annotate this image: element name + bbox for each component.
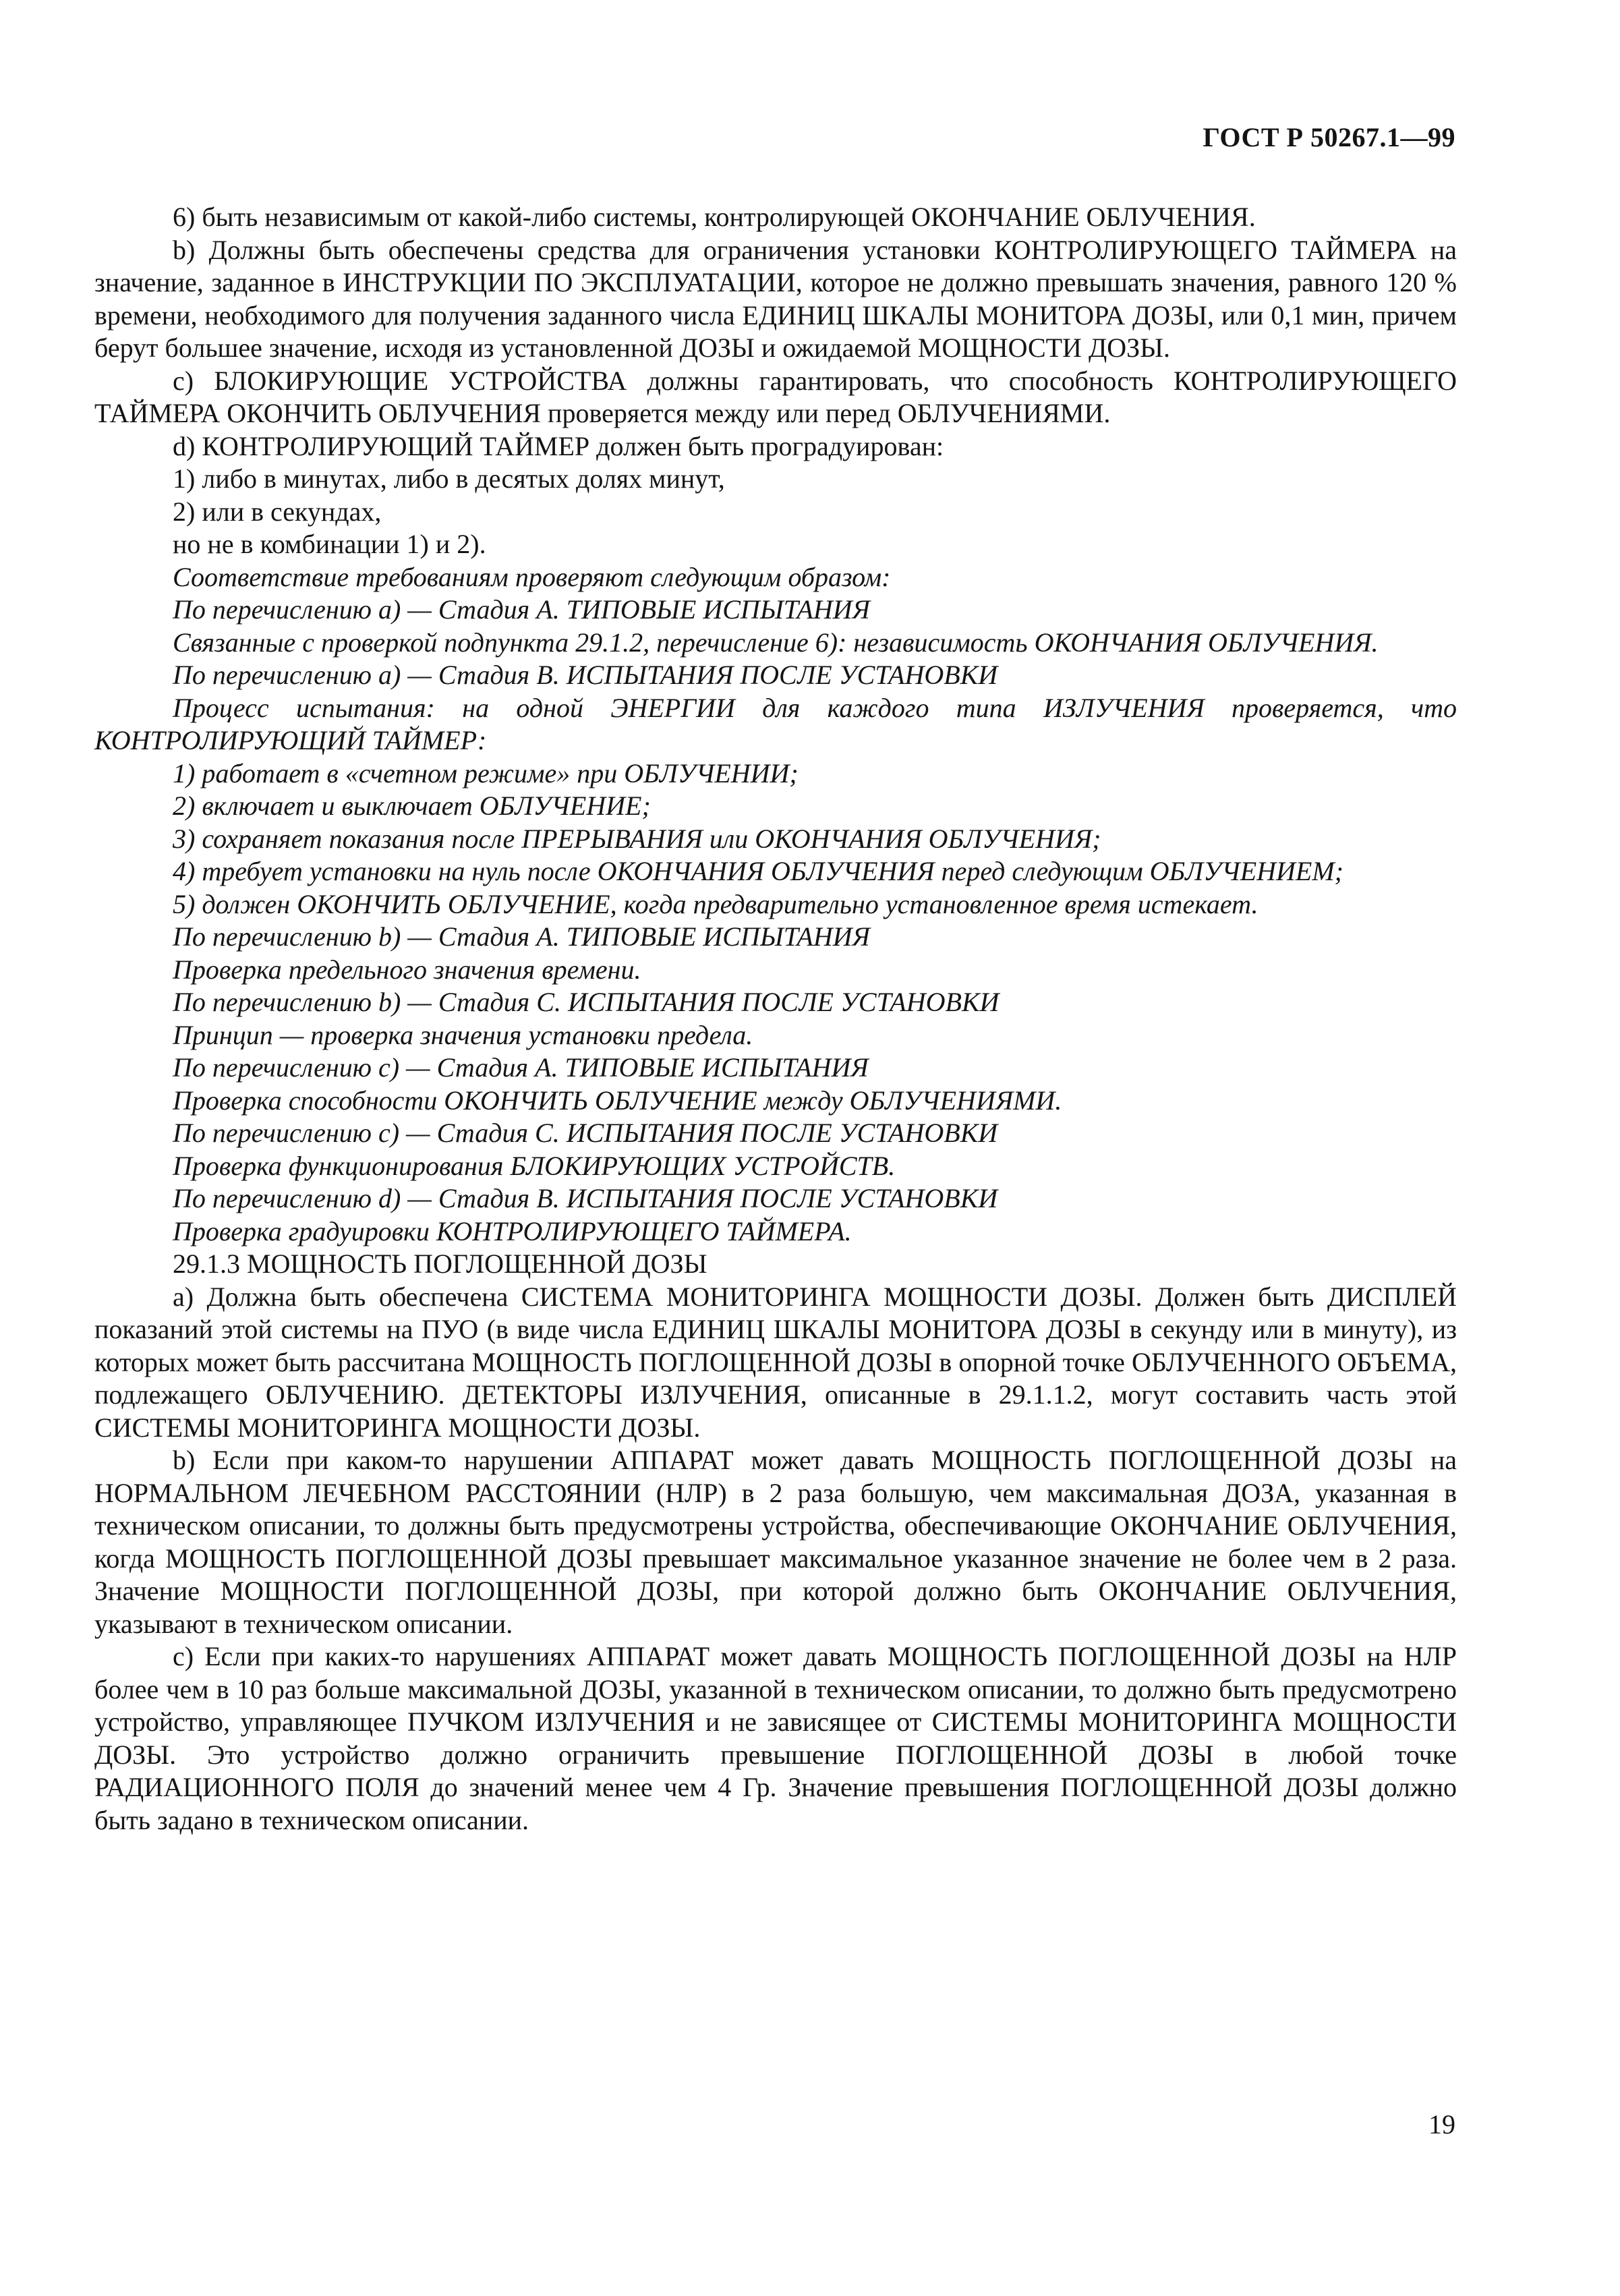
test-stage: По перечислению c) — Стадия А. ТИПОВЫЕ ИСПЫТАНИЯ [173,1052,869,1083]
test-description: Проверка функционирования БЛОКИРУЮЩИХ УСТРОЙСТВ. [173,1150,896,1181]
paragraph: 6) быть независимым от какой-либо системы, контролирующей ОКОНЧАНИЕ ОБЛУЧЕНИЯ. [173,202,1256,232]
test-stage: По перечислению a) — Стадия А. ТИПОВЫЕ ИСПЫТАНИЯ [173,594,870,625]
page-header: ГОСТ Р 50267.1—99 [1203,122,1455,152]
paragraph: c) Если при каких-то нарушениях АППАРАТ может давать МОЩНОСТЬ ПОГЛОЩЕННОЙ ДОЗЫ на НЛР более чем в 10 раз больше максимальной ДОЗЫ, указанной в техническом описании, то должно быть предусмотрено устройство, управляющее ПУЧКОМ ИЗЛУЧЕНИЯ и не зависящее от СИСТЕМЫ МОНИТОРИНГА МОЩНОСТИ ДОЗЫ. Это устройство должно ограничить превышение ПОГЛОЩЕННОЙ ДОЗЫ в любой точке РАДИАЦИОННОГО ПОЛЯ до значений менее чем 4 Гр. Значение превышения ПОГЛОЩЕННОЙ ДОЗЫ должно быть задано в техническом описании. [94,1641,1457,1835]
section-heading: 29.1.3 МОЩНОСТЬ ПОГЛОЩЕННОЙ ДОЗЫ [173,1249,707,1279]
list-item: 2) включает и выключает ОБЛУЧЕНИЕ; [173,791,651,821]
test-description: Проверка предельного значения времени. [173,954,641,985]
test-description: Процесс испытания: на одной ЭНЕРГИИ для каждого типа ИЗЛУЧЕНИЯ проверяется, что КОНТРОЛИРУЮЩИЙ ТАЙМЕР: [94,692,1457,755]
page-number: 19 [1428,2109,1455,2140]
test-description: Принцип — проверка значения установки предела. [173,1019,753,1050]
test-description: Проверка способности ОКОНЧИТЬ ОБЛУЧЕНИЕ между ОБЛУЧЕНИЯМИ. [173,1085,1062,1116]
list-item: 1) либо в минутах, либо в десятых долях минут, [173,463,725,494]
body-text [94,201,1457,1837]
paragraph: b) Если при каком-то нарушении АППАРАТ может давать МОЩНОСТЬ ПОГЛОЩЕННОЙ ДОЗЫ на НОРМАЛЬНОМ ЛЕЧЕБНОМ РАССТОЯНИИ (НЛР) в 2 раза большую, чем максимальная ДОЗА, указанная в техническом описании, то должны быть предусмотрены устройства, обеспечивающие ОКОНЧАНИЕ ОБЛУЧЕНИЯ, когда МОЩНОСТЬ ПОГЛОЩЕННОЙ ДОЗЫ превышает максимальное указанное значение не более чем в 2 раза. Значение МОЩНОСТИ ПОГЛОЩЕННОЙ ДОЗЫ, при которой должно быть ОКОНЧАНИЕ ОБЛУЧЕНИЯ, указывают в техническом описании. [94,1445,1457,1639]
list-item: 4) требует установки на нуль после ОКОНЧАНИЯ ОБЛУЧЕНИЯ перед следующим ОБЛУЧЕНИЕМ; [173,856,1343,886]
list-item: 5) должен ОКОНЧИТЬ ОБЛУЧЕНИЕ, когда предварительно установленное время истекает. [173,888,1259,919]
list-item: 2) или в секундах, [173,496,382,527]
paragraph: d) КОНТРОЛИРУЮЩИЙ ТАЙМЕР должен быть проградуирован: [173,430,944,461]
paragraph: но не в комбинации 1) и 2). [173,529,486,559]
compliance-heading: Соответствие требованиям проверяют следующим образом: [173,561,891,592]
paragraph: b) Должны быть обеспечены средства для ограничения установки КОНТРОЛИРУЮЩЕГО ТАЙМЕРА на значение, заданное в ИНСТРУКЦИИ ПО ЭКСПЛУАТАЦИИ, которое не должно превышать значения, равного 120 % времени, необходимого для получения заданного числа ЕДИНИЦ ШКАЛЫ МОНИТОРА ДОЗЫ, или 0,1 мин, причем берут большее значение, исходя из установленной ДОЗЫ и ожидаемой МОЩНОСТИ ДОЗЫ. [94,234,1457,363]
test-stage: По перечислению c) — Стадия С. ИСПЫТАНИЯ ПОСЛЕ УСТАНОВКИ [173,1118,998,1148]
test-stage: По перечислению d) — Стадия В. ИСПЫТАНИЯ ПОСЛЕ УСТАНОВКИ [173,1183,998,1213]
paragraph: a) Должна быть обеспечена СИСТЕМА МОНИТОРИНГА МОЩНОСТИ ДОЗЫ. Должен быть ДИСПЛЕЙ показаний этой системы на ПУО (в виде числа ЕДИНИЦ ШКАЛЫ МОНИТОРА ДОЗЫ в секунду или в минуту), из которых может быть рассчитана МОЩНОСТЬ ПОГЛОЩЕННОЙ ДОЗЫ в опорной точке ОБЛУЧЕННОГО ОБЪЕМА, подлежащего ОБЛУЧЕНИЮ. ДЕТЕКТОРЫ ИЗЛУЧЕНИЯ, описанные в 29.1.1.2, могут составить часть этой СИСТЕМЫ МОНИТОРИНГА МОЩНОСТИ ДОЗЫ. [94,1281,1457,1443]
test-stage: По перечислению a) — Стадия В. ИСПЫТАНИЯ ПОСЛЕ УСТАНОВКИ [173,660,998,690]
test-stage: По перечислению b) — Стадия С. ИСПЫТАНИЯ ПОСЛЕ УСТАНОВКИ [173,987,1000,1017]
list-item: 3) сохраняет показания после ПРЕРЫВАНИЯ или ОКОНЧАНИЯ ОБЛУЧЕНИЯ; [173,823,1101,854]
paragraph: c) БЛОКИРУЮЩИЕ УСТРОЙСТВА должны гарантировать, что способность КОНТРОЛИРУЮЩЕГО ТАЙМЕРА ОКОНЧИТЬ ОБЛУЧЕНИЯ проверяется между или перед ОБЛУЧЕНИЯМИ. [94,365,1457,428]
test-description: Проверка градуировки КОНТРОЛИРУЮЩЕГО ТАЙМЕРА. [173,1215,852,1246]
test-description: Связанные с проверкой подпункта 29.1.2, перечисление 6): независимость ОКОНЧАНИЯ ОБЛУЧЕНИЯ. [173,627,1379,658]
test-stage: По перечислению b) — Стадия А. ТИПОВЫЕ ИСПЫТАНИЯ [173,921,870,952]
list-item: 1) работает в «счетном режиме» при ОБЛУЧЕНИИ; [173,757,799,788]
